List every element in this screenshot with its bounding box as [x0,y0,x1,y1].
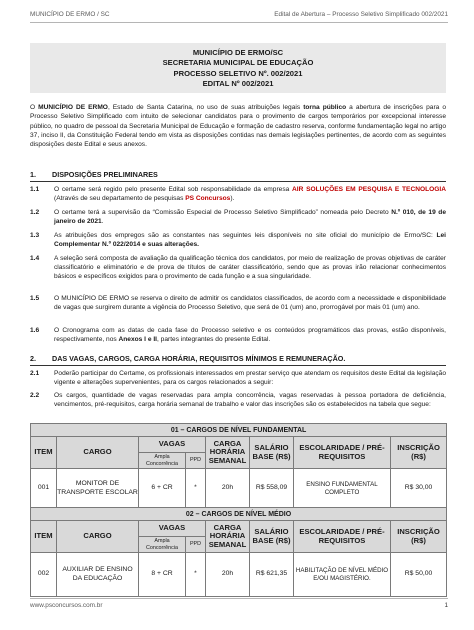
col-header-inscricao: INSCRIÇÃO (R$) [391,521,447,553]
cell-escolaridade: HABILITAÇÃO DE NÍVEL MÉDIO E/OU MAGISTÉRIO. [294,553,391,597]
col-header-escolaridade: ESCOLARIDADE / PRÉ-REQUISITOS [294,437,391,469]
clause-text: O certame terá a supervisão da “Comissão Especial de Processo Seletivo Simplificado” nomeada pelo Decreto [54,209,392,216]
clause-text: ). [230,195,235,203]
annex-reference: Anexos I e II [118,336,157,344]
cell-inscricao: R$ 30,00 [391,469,447,509]
col-header-escolaridade: ESCOLARIDADE / PRÉ-REQUISITOS [294,521,391,553]
cell-item: 002 [31,553,57,597]
cell-ppd: * [186,469,206,509]
jobs-table-medio [30,507,447,597]
col-header-cargo: CARGO [57,437,139,469]
clause-1-4 [30,254,446,281]
law-reference: Lei Complementar N.º 022/2014 e suas alterações. [54,232,446,249]
clause-text: O MUNICÍPIO DE ERMO se reserva o direito de admitir os candidatos classificados, de acordo com a necessidade e disponibilidade de vagas que surgirem durante a vigência do Processo Seletivo, que será de 01 (um) ano, prorrogável por mais 01 (um) ano. [54,295,446,312]
clause-text: O Cronograma com as datas de cada fase do Processo seletivo e os conteúdos programáticos das provas, estão disponíveis, respectivamente, nos [54,327,446,344]
col-header-cargo: CARGO [57,521,139,553]
clause-text: (Através de seu departamento de pesquisas [54,195,186,203]
clause-2-1 [30,369,446,387]
header-document-title: Edital de Abertura – Processo Seletivo Simplificado 002/2021 [274,11,448,18]
col-header-salario: SALÁRIO BASE (R$) [250,437,294,469]
clause-number: 2.2 [30,392,40,399]
clause-text: Poderão participar do Certame, os profissionais interessados em prestar serviço que atendam os requisitos deste Edital da legislação vigente e alterações supervenientes, para os cargos relacionados a seguir: [54,370,446,387]
clause-text: O certame será regido pelo presente Edital sob responsabilidade da empresa [54,186,292,193]
clause-number: 2.1 [30,370,40,377]
col-header-vagas: VAGAS [139,437,206,453]
section-2-number: 2. [30,354,36,363]
col-header-vagas: VAGAS [139,521,206,537]
clause-number: 1.6 [30,327,40,334]
clause-number: 1.1 [30,186,40,193]
clause-1-1 [30,185,446,203]
footer-website-link[interactable]: www.psconcursos.com.br [30,602,103,609]
title-line-1: MUNICÍPIO DE ERMO/SC [192,48,284,57]
title-box [30,43,446,93]
table-group-title: 02 – CARGOS DE NÍVEL MÉDIO [31,508,447,521]
clause-text: A seleção será composta de avaliação da qualificação técnica dos candidatos, por meio de realização de provas objetivas de caráter classificatório e eliminatório e de prova de títulos de caráter classificatório, sendo que as provas irão relacionar conhecimentos básicos e específicos exigidos para o provimento de cada função e a sua singularidade. [54,255,446,281]
col-header-item: ITEM [31,521,57,553]
clause-number: 1.4 [30,255,40,262]
col-header-salario: SALÁRIO BASE (R$) [250,521,294,553]
col-header-ampla: Ampla Concorrência [139,453,186,469]
col-header-carga: CARGA HORÁRIA SEMANAL [206,437,250,469]
cell-cargo: MONITOR DE TRANSPORTE ESCOLAR [57,469,139,509]
cell-ppd: * [186,553,206,597]
cell-salario: R$ 558,09 [250,469,294,509]
col-header-ppd: PPD [186,537,206,553]
section-1-heading [30,170,446,182]
intro-bold-1: MUNICÍPIO DE ERMO [38,104,108,111]
title-line-3: PROCESSO SELETIVO Nº. 002/2021 [173,68,303,78]
clause-1-5 [30,294,446,312]
section-2-heading [30,354,446,366]
clause-number: 1.5 [30,295,40,302]
section-1-number: 1. [30,170,36,179]
cell-carga: 20h [206,553,250,597]
cell-cargo: AUXILIAR DE ENSINO DA EDUCAÇÃO [57,553,139,597]
clause-number: 1.2 [30,209,40,216]
page-header [30,11,448,23]
page-footer [30,598,448,610]
company-name: AIR SOLUÇÕES EM PESQUISA E TECNOLOGIA [292,186,446,193]
cell-escolaridade: ENSINO FUNDAMENTAL COMPLETO [294,469,391,509]
intro-text-3: a abertura de inscrições para o Processo Seletivo Simplificado com intuito de selecionar candidatos para o provimento de cargos temporários por excepcional interesse público, no quadro de pessoal da Secretaria Municipal de Educação e formação de cadastro reserva, conforme fundamentação legal no artigo 37, inciso II, da Constituição Federal tendo em vista as disposições contidas nas demais legislações pertinentes, de acordo com as seguintes disposições deste Edital e seus anexos. [30,104,446,149]
decree-reference: N.º 010, de 19 de janeiro de 2021 [54,209,447,226]
page-number: 1 [444,602,448,609]
cell-ampla: 6 + CR [139,469,186,509]
clause-2-2 [30,391,446,409]
col-header-ampla: Ampla Concorrência [139,537,186,553]
section-2-title: DAS VAGAS, CARGOS, CARGA HORÁRIA, REQUISITOS MÍNIMOS E REMUNERAÇÃO. [52,354,346,363]
title-line-2: SECRETARIA MUNICIPAL DE EDUCAÇÃO [162,58,314,68]
clause-number: 1.3 [30,232,40,239]
company-brand: PS Concursos [185,195,231,203]
table-row [31,553,447,597]
cell-carga: 20h [206,469,250,509]
clause-text: . [101,218,104,226]
cell-ampla: 8 + CR [139,553,186,597]
clause-1-6 [30,326,446,344]
table-group-title: 01 – CARGOS DE NÍVEL FUNDAMENTAL [31,424,447,437]
clause-text: Os cargos, quantidade de vagas reservadas para ampla concorrência, vagas reservadas à pessoa portadora de deficiência, vencimentos, pré-requisitos, carga horária semanal de trabalho e valor das inscrições são os estabelecidos na tabela que segue: [54,392,446,409]
col-header-item: ITEM [31,437,57,469]
table-row [31,469,447,509]
intro-bold-2: torna público [303,104,347,111]
col-header-carga: CARGA HORÁRIA SEMANAL [206,521,250,553]
clause-text: As atribuições dos empregos são as constantes nas seguintes leis disponíveis no site oficial do município de Ermo/SC: [54,232,437,239]
intro-text-2: , Estado de Santa Catarina, no uso de suas atribuições legais [107,104,304,111]
jobs-table-fundamental [30,423,447,509]
section-1-title: DISPOSIÇÕES PRELIMINARES [52,170,158,179]
clause-text: , partes integrantes do presente Edital. [157,336,271,344]
intro-paragraph [30,103,446,149]
header-municipality: MUNICÍPIO DE ERMO / SC [30,11,110,18]
col-header-ppd: PPD [186,453,206,469]
cell-item: 001 [31,469,57,509]
cell-inscricao: R$ 50,00 [391,553,447,597]
intro-text-1: O [30,104,39,111]
clause-1-2 [30,208,446,226]
title-line-4: EDITAL Nº 002/2021 [202,78,274,88]
clause-1-3 [30,231,446,249]
cell-salario: R$ 621,35 [250,553,294,597]
col-header-inscricao: INSCRIÇÃO (R$) [391,437,447,469]
